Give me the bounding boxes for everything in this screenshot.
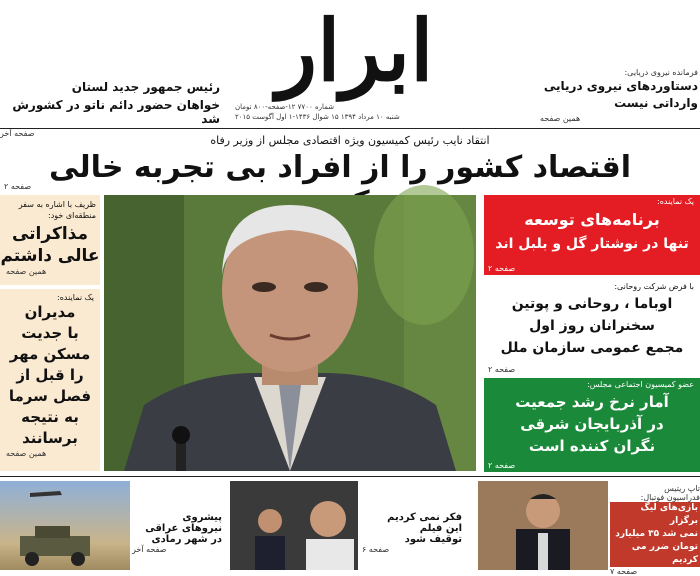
bottom-1-line3: در شهر رمادی: [151, 534, 222, 545]
right-mid-box[interactable]: [484, 280, 700, 374]
main-photo[interactable]: [104, 195, 476, 471]
bottom-2-line1: فکر نمی کردیم: [387, 512, 462, 523]
bottom-2-line3: توقیف شود: [404, 534, 462, 545]
left-box-2-line2: با جدیت: [21, 324, 79, 342]
bottom-1-page: صفحه آخر: [132, 545, 167, 554]
masthead-divider: [0, 128, 700, 129]
bottom-3-line3: تومان ضرر می کردیم: [610, 541, 700, 567]
right-mid-kicker: با فرض شرکت روحانی:: [614, 282, 694, 291]
right-red-line2: تنها در نوشتار گل و بلبل اند: [495, 236, 689, 252]
right-green-line1: آمار نرخ رشد جمعیت: [515, 393, 669, 411]
left-box-2-line1: مدیران: [24, 303, 76, 321]
right-green-kicker: عضو کمیسیون اجتماعی مجلس:: [587, 380, 694, 389]
bottom-3-line1: بازی‌های لیگ برگزار: [610, 502, 700, 528]
bottom-3-sub: فدراسیون فوتبال:: [640, 493, 700, 502]
left-box-2-line4: را قبل از: [16, 366, 84, 384]
top-left-page: صفحه آخر: [0, 129, 35, 138]
left-box-1-kicker: ظریف با اشاره به سفر منطقه‌ای خود:: [18, 200, 96, 220]
left-box-1-line2: عالی داشتم: [0, 246, 100, 266]
left-box-2-line5: فصل سرما: [8, 387, 92, 405]
bottom-photo-2[interactable]: [230, 481, 358, 570]
right-green-line2: در آذربایجان شرقی: [520, 415, 664, 433]
bottom-3-kicker: تاپ ریتیس: [664, 484, 700, 493]
main-headline[interactable]: اقتصاد کشور را از افراد بی تجربه خالی: [48, 150, 632, 185]
left-box-2-page: همین صفحه: [6, 449, 47, 458]
dateline: [235, 102, 425, 122]
dateline-date: شنبه ۱۰ مرداد ۱۳۹۴ ۱۵ شوال ۱۴۳۶-۱ اول آگوست ۲۰۱۵: [235, 113, 400, 121]
right-green-page: صفحه ۲: [488, 461, 516, 470]
left-box-2[interactable]: [0, 289, 100, 471]
right-mid-page: صفحه ۲: [488, 365, 516, 374]
left-box-2-kicker: یک نماینده:: [57, 293, 94, 302]
left-box-1-line1: مذاکراتی: [11, 224, 89, 244]
left-box-2-line6: به نتیجه: [21, 408, 79, 426]
bottom-divider: [0, 476, 700, 477]
masthead-logo: ابرار: [276, 1, 434, 100]
right-green-box[interactable]: [484, 378, 700, 472]
right-mid-line2: سخنرانان روز اول: [529, 318, 655, 334]
right-red-box[interactable]: [484, 195, 700, 275]
top-right-teaser[interactable]: [540, 68, 698, 123]
right-mid-line1: اوباما ، روحانی و پوتین: [511, 296, 673, 312]
bottom-teaser-2[interactable]: [362, 512, 462, 554]
left-box-1[interactable]: [0, 195, 100, 285]
right-mid-line3: مجمع عمومی سازمان ملل: [500, 340, 684, 356]
top-right-kicker: فرمانده نیروی دریایی:: [624, 68, 698, 77]
bottom-teaser-3[interactable]: [610, 484, 700, 576]
bottom-3-page: صفحه ۷: [610, 567, 638, 576]
bottom-1-line2: نیروهای عراقی: [145, 523, 222, 534]
main-kicker: انتقاد نایب رئیس کمیسیون ویژه اقتصادی مجلس از وزیر رفاه: [210, 134, 490, 147]
left-box-2-line3: مسکن مهر: [9, 345, 91, 363]
bottom-2-line2: این فیلم: [419, 523, 462, 534]
right-red-line1: برنامه‌های توسعه: [524, 210, 660, 229]
bottom-1-line1: پیشروی: [182, 512, 222, 523]
bottom-teaser-1[interactable]: [132, 512, 222, 554]
top-left-teaser[interactable]: [0, 80, 220, 138]
bottom-3-line2: نمی شد ۳۵ میلیارد: [610, 528, 700, 541]
bottom-2-page: صفحه ۶: [362, 545, 390, 554]
right-green-line3: نگران کننده است: [528, 437, 656, 455]
bottom-photo-1[interactable]: [0, 481, 130, 570]
dateline-issue: شماره ۷۷۰۰ ۱۲-صفحه-۸۰۰ تومان: [235, 103, 335, 111]
right-red-page: صفحه ۲: [488, 264, 516, 273]
main-headline-page: صفحه ۲: [4, 182, 32, 191]
left-box-2-line7: برسانند: [22, 429, 78, 447]
top-left-line1: رئیس جمهور جدید لستان: [71, 80, 220, 94]
portrait-illustration: [104, 195, 476, 471]
film-still-icon: [230, 481, 358, 570]
press-conference-icon: [478, 481, 608, 570]
military-vehicle-icon: [0, 481, 130, 570]
top-right-line1: دستاوردهای نیروی دریایی: [543, 79, 698, 93]
bottom-photo-3[interactable]: [478, 481, 608, 570]
top-right-page: همین صفحه: [540, 114, 581, 123]
left-box-1-page: همین صفحه: [6, 267, 47, 276]
top-left-line2: خواهان حضور دائم ناتو در کشورش شد: [12, 98, 220, 126]
top-right-line2: وارداتی نیست: [614, 96, 698, 110]
right-red-kicker: یک نماینده:: [657, 197, 694, 206]
